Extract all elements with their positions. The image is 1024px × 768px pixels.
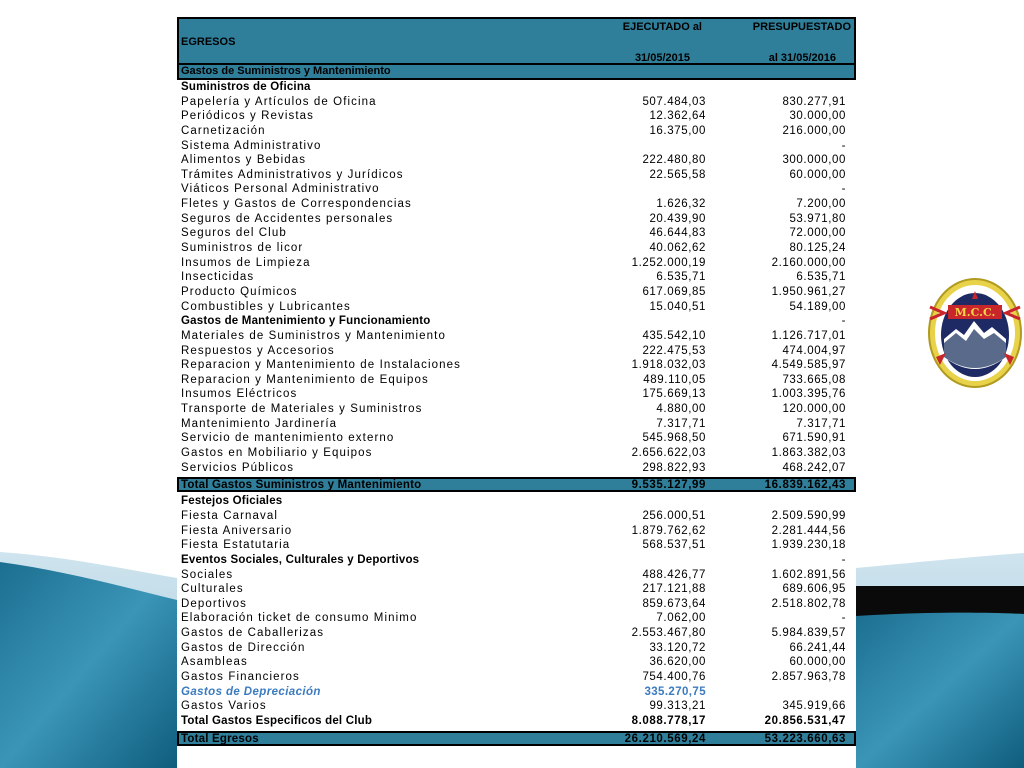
row-label: Respuestos y Accesorios <box>181 344 335 357</box>
row-label: Seguros del Club <box>181 227 287 240</box>
row-presupuestado: 120.000,00 <box>782 403 846 416</box>
row-label: Viáticos Personal Administrativo <box>181 183 380 196</box>
row-label: Fiesta Aniversario <box>181 524 293 537</box>
row-label: Alimentos y Bebidas <box>181 154 307 167</box>
row-label: Festejos Oficiales <box>181 495 283 508</box>
row-presupuestado: 80.125,24 <box>789 242 846 255</box>
table-row <box>177 582 856 597</box>
row-ejecutado: 335.270,75 <box>644 685 706 698</box>
table-row <box>177 685 856 700</box>
row-presupuestado: 2.518.802,78 <box>771 597 846 610</box>
row-ejecutado: 256.000,51 <box>642 509 706 522</box>
row-label: Reparacion y Mantenimiento de Instalaciones <box>181 359 461 372</box>
table-row <box>177 182 856 197</box>
table-row <box>177 124 856 139</box>
row-presupuestado: - <box>841 315 846 328</box>
row-label: Fletes y Gastos de Correspondencias <box>181 198 412 211</box>
row-presupuestado: 216.000,00 <box>782 124 846 137</box>
row-label: Eventos Sociales, Culturales y Deportivos <box>181 553 420 566</box>
row-label: Fiesta Carnaval <box>181 509 279 522</box>
row-presupuestado: - <box>841 553 846 566</box>
row-ejecutado: 22.565,58 <box>649 168 706 181</box>
row-ejecutado: 36.620,00 <box>649 656 706 669</box>
row-label: Asambleas <box>181 656 248 669</box>
header-ejecutado-date: 31/05/2015 <box>634 52 690 64</box>
row-presupuestado: - <box>841 139 846 152</box>
row-label: Materiales de Suministros y Mantenimiento <box>181 329 446 342</box>
rows-especificos <box>177 494 856 728</box>
row-presupuestado: 66.241,44 <box>789 641 846 654</box>
table-row <box>177 509 856 524</box>
row-ejecutado: 1.879.762,62 <box>631 524 706 537</box>
row-label: Deportivos <box>181 597 247 610</box>
total-label: Total Gastos Suministros y Mantenimiento <box>181 479 422 492</box>
subtotal-row <box>177 714 856 729</box>
row-ejecutado: 435.542,10 <box>642 329 706 342</box>
row-presupuestado: 300.000,00 <box>782 154 846 167</box>
row-label: Culturales <box>181 583 244 596</box>
row-presupuestado: 2.509.590,99 <box>771 509 846 522</box>
row-ejecutado: 175.669,13 <box>642 388 706 401</box>
table-row <box>177 285 856 300</box>
row-presupuestado: 54.189,00 <box>789 300 846 313</box>
row-presupuestado: 2.281.444,56 <box>771 524 846 537</box>
row-presupuestado: 60.000,00 <box>789 168 846 181</box>
row-label: Combustibles y Lubricantes <box>181 300 351 313</box>
row-ejecutado: 754.400,76 <box>642 670 706 683</box>
row-ejecutado: 859.673,64 <box>642 597 706 610</box>
row-label: Suministros de Oficina <box>181 81 311 93</box>
row-ejecutado: 222.480,80 <box>642 154 706 167</box>
table-row <box>177 358 856 373</box>
row-label: Suministros de licor <box>181 242 304 255</box>
row-ejecutado: 7.317,71 <box>656 417 706 430</box>
row-label: Insecticidas <box>181 271 255 284</box>
row-ejecutado: 2.553.467,80 <box>631 627 706 640</box>
row-presupuestado: 1.126.717,01 <box>771 329 846 342</box>
section-heading-row <box>177 314 856 329</box>
row-ejecutado: 298.822,93 <box>642 461 706 474</box>
row-label: Insumos de Limpieza <box>181 256 311 269</box>
row-ejecutado: 99.313,21 <box>649 700 706 713</box>
row-label: Gastos Financieros <box>181 670 300 683</box>
row-label: Gastos de Depreciación <box>181 685 321 698</box>
table-row <box>177 611 856 626</box>
row-presupuestado: 733.665,08 <box>782 373 846 386</box>
row-presupuestado: 1.950.961,27 <box>771 285 846 298</box>
table-row <box>177 568 856 583</box>
table-row <box>177 524 856 539</box>
row-presupuestado: 2.857.963,78 <box>771 670 846 683</box>
rows-suministros <box>177 80 856 475</box>
table-row <box>177 300 856 315</box>
row-presupuestado: 474.004,97 <box>782 344 846 357</box>
total-presupuestado: 53.223.660,63 <box>764 732 846 745</box>
table-row <box>177 431 856 446</box>
row-label: Transporte de Materiales y Suministros <box>181 403 423 416</box>
row-ejecutado: 8.088.778,17 <box>631 714 706 727</box>
header-presupuestado-date: al 31/05/2016 <box>768 52 836 64</box>
table-row <box>177 373 856 388</box>
section-heading-row <box>177 494 856 509</box>
row-ejecutado: 617.069,85 <box>642 285 706 298</box>
row-presupuestado: 5.984.839,57 <box>771 627 846 640</box>
row-label: Papelería y Artículos de Oficina <box>181 95 377 108</box>
logo-text: M.C.C. <box>954 306 996 319</box>
row-label: Gastos de Caballerizas <box>181 627 325 640</box>
row-presupuestado: 20.856.531,47 <box>764 714 846 727</box>
row-ejecutado: 222.475,53 <box>642 344 706 357</box>
row-label: Servicios Públicos <box>181 461 295 474</box>
table-row <box>177 538 856 553</box>
row-ejecutado: 217.121,88 <box>642 583 706 596</box>
row-presupuestado: 1.863.382,03 <box>771 447 846 460</box>
row-label: Elaboración ticket de consumo Minimo <box>181 612 418 625</box>
row-ejecutado: 7.062,00 <box>656 612 706 625</box>
table-row <box>177 641 856 656</box>
row-ejecutado: 1.626,32 <box>656 198 706 211</box>
row-label: Gastos Varios <box>181 700 267 713</box>
total-egresos-row <box>177 731 856 746</box>
table-row <box>177 95 856 110</box>
total-ejecutado: 26.210.569,24 <box>624 732 706 745</box>
row-ejecutado: 2.656.622,03 <box>631 447 706 460</box>
row-ejecutado: 1.918.032,03 <box>631 359 706 372</box>
section-heading-row <box>177 80 856 95</box>
table-row <box>177 626 856 641</box>
header-egresos: EGRESOS <box>181 36 236 48</box>
header-presupuestado: PRESUPUESTADO <box>752 21 851 33</box>
row-presupuestado: 6.535,71 <box>796 271 846 284</box>
row-label: Gastos en Mobiliario y Equipos <box>181 447 373 460</box>
row-ejecutado: 489.110,05 <box>643 373 706 386</box>
row-label: Reparacion y Mantenimiento de Equipos <box>181 373 429 386</box>
table-row <box>177 655 856 670</box>
table-row <box>177 344 856 359</box>
row-ejecutado: 16.375,00 <box>649 124 706 137</box>
row-presupuestado: 689.606,95 <box>782 583 846 596</box>
row-presupuestado: 1.003.395,76 <box>771 388 846 401</box>
row-presupuestado: 4.549.585,97 <box>771 359 846 372</box>
row-presupuestado: 345.919,66 <box>782 700 846 713</box>
row-presupuestado: 1.602.891,56 <box>771 568 846 581</box>
table-row <box>177 270 856 285</box>
row-presupuestado: - <box>841 183 846 196</box>
table-row <box>177 417 856 432</box>
table-row <box>177 402 856 417</box>
row-ejecutado: 507.484,03 <box>642 95 706 108</box>
table-row <box>177 153 856 168</box>
row-label: Periódicos y Revistas <box>181 110 315 123</box>
row-ejecutado: 15.040,51 <box>649 300 706 313</box>
table-row <box>177 387 856 402</box>
table-row <box>177 446 856 461</box>
row-presupuestado: - <box>841 612 846 625</box>
row-ejecutado: 568.537,51 <box>642 539 706 552</box>
row-label: Fiesta Estatutaria <box>181 539 291 552</box>
row-ejecutado: 46.644,83 <box>649 227 706 240</box>
table-row <box>177 168 856 183</box>
row-ejecutado: 33.120,72 <box>649 641 706 654</box>
row-ejecutado: 40.062,62 <box>649 242 706 255</box>
row-label: Insumos Eléctricos <box>181 388 298 401</box>
row-label: Sociales <box>181 568 234 581</box>
table-row <box>177 461 856 476</box>
table-row <box>177 329 856 344</box>
table-row <box>177 226 856 241</box>
table-row <box>177 670 856 685</box>
row-label: Mantenimiento Jardinería <box>181 417 338 430</box>
club-crest-icon <box>926 277 1024 389</box>
row-presupuestado: 671.590,91 <box>782 432 846 445</box>
row-label: Gastos de Dirección <box>181 641 306 654</box>
row-presupuestado: 72.000,00 <box>789 227 846 240</box>
table-header <box>177 17 856 65</box>
row-presupuestado: 60.000,00 <box>789 656 846 669</box>
row-presupuestado: 7.317,71 <box>796 417 846 430</box>
row-presupuestado: 468.242,07 <box>782 461 846 474</box>
total-suministros-row <box>177 477 856 492</box>
row-presupuestado: 830.277,91 <box>782 95 846 108</box>
row-label: Seguros de Accidentes personales <box>181 212 394 225</box>
section-heading-row <box>177 553 856 568</box>
row-ejecutado: 12.362,64 <box>649 110 706 123</box>
table-row <box>177 212 856 227</box>
row-ejecutado: 20.439,90 <box>649 212 706 225</box>
row-ejecutado: 488.426,77 <box>642 568 706 581</box>
table-row <box>177 197 856 212</box>
table-row <box>177 109 856 124</box>
row-presupuestado: 7.200,00 <box>796 198 846 211</box>
row-label: Gastos de Mantenimiento y Funcionamiento <box>181 315 431 328</box>
table-row <box>177 597 856 612</box>
row-ejecutado: 545.968,50 <box>642 432 706 445</box>
row-label: Producto Químicos <box>181 285 298 298</box>
total-ejecutado: 9.535.127,99 <box>631 479 706 492</box>
row-presupuestado: 53.971,80 <box>789 212 846 225</box>
row-label: Servicio de mantenimiento externo <box>181 432 395 445</box>
row-presupuestado: 30.000,00 <box>789 110 846 123</box>
row-label: Total Gastos Especificos del Club <box>181 714 373 727</box>
row-ejecutado: 1.252.000,19 <box>631 256 706 269</box>
row-presupuestado: 2.160.000,00 <box>771 256 846 269</box>
row-label: Trámites Administrativos y Jurídicos <box>181 168 404 181</box>
row-label: Carnetización <box>181 124 266 137</box>
table-row <box>177 241 856 256</box>
header-ejecutado: EJECUTADO al <box>622 21 702 33</box>
total-presupuestado: 16.839.162,43 <box>764 479 846 492</box>
section-band: Gastos de Suministros y Mantenimiento <box>177 65 856 80</box>
row-ejecutado: 6.535,71 <box>656 271 706 284</box>
table-row <box>177 139 856 154</box>
expense-table <box>177 17 856 748</box>
table-row <box>177 699 856 714</box>
total-label: Total Egresos <box>181 732 259 745</box>
row-presupuestado: 1.939.230,18 <box>771 539 846 552</box>
row-ejecutado: 4.880,00 <box>656 403 706 416</box>
row-label: Sistema Administrativo <box>181 139 322 152</box>
table-row <box>177 256 856 271</box>
